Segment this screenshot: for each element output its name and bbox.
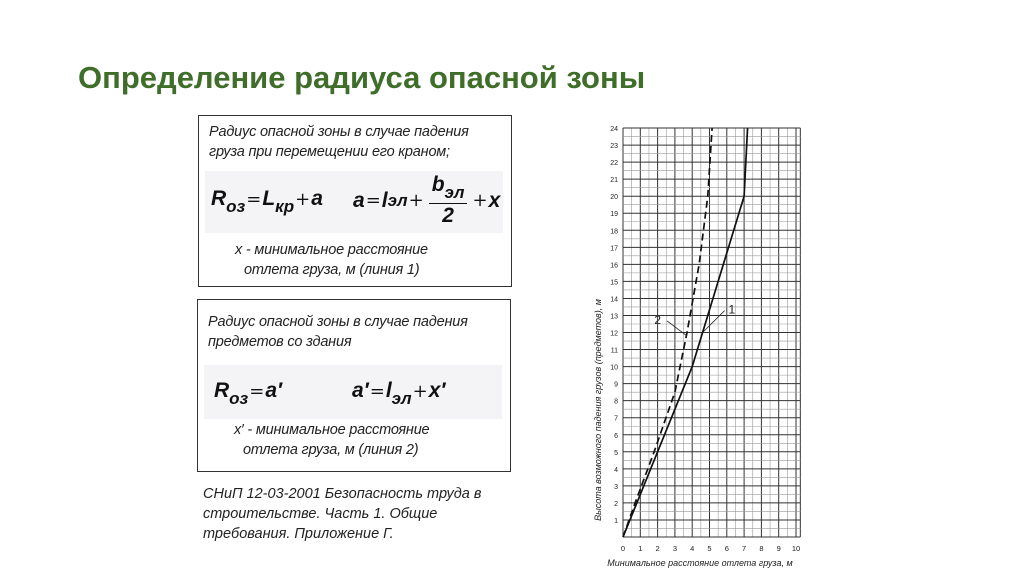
- chart-grid: [623, 128, 800, 537]
- y-tick-label: 14: [610, 296, 618, 304]
- x-tick-label: 8: [759, 544, 764, 553]
- formula-r-oz-2: $R_{оз}=a'$: [214, 379, 283, 408]
- box2-text-line2: предметов со здания: [208, 334, 352, 350]
- x-tick-label: 9: [776, 544, 781, 553]
- y-tick-label: 18: [610, 228, 618, 236]
- source-note: СНиП 12-03-2001 Безопасность труда в строительстве. Часть 1. Общие требования. Приложение Г.: [203, 486, 482, 542]
- box2-text-line1: Радиус опасной зоны в случае падения: [208, 314, 468, 330]
- y-tick-label: 17: [610, 245, 618, 253]
- y-tick-label: 24: [610, 126, 618, 134]
- y-tick-label: 23: [610, 143, 618, 151]
- y-tick-label: 5: [614, 449, 618, 457]
- y-tick-label: 4: [614, 466, 618, 474]
- y-tick-label: 9: [614, 381, 618, 389]
- slide-title: Определение радиуса опасной зоны: [78, 60, 646, 95]
- x-tick-label: 1: [638, 544, 643, 553]
- chart-ticks: [610, 126, 800, 553]
- formula-a-prime: $a'=l_{эл}+x'$: [352, 379, 446, 408]
- box1-note-line2: отлета груза, м (линия 1): [244, 262, 420, 278]
- x-tick-label: 7: [742, 544, 747, 553]
- formula-r-oz: $R_{оз}=L_{кр}+a$: [211, 187, 323, 216]
- y-tick-label: 3: [614, 483, 618, 491]
- formula-a: a = l эл + $\frac{b_{эл}}{2}$ + x: [353, 173, 501, 227]
- annotation-label-1: 1: [728, 302, 736, 317]
- y-tick-label: 20: [610, 194, 618, 202]
- y-axis-label: Высота возможного падения грузов (предметов), м: [593, 299, 603, 521]
- y-tick-label: 16: [610, 262, 618, 270]
- x-tick-label: 0: [620, 544, 626, 553]
- y-tick-label: 2: [614, 500, 618, 508]
- y-tick-label: 22: [610, 160, 618, 168]
- box1-note-line1: x - минимальное расстояние: [235, 242, 428, 258]
- annotation-leader: [667, 321, 687, 336]
- y-tick-label: 12: [610, 330, 618, 338]
- x-tick-label: 10: [791, 544, 801, 553]
- annotation-label-2: 2: [654, 312, 662, 327]
- x-axis-label: Минимальное расстояние отлета груза, м: [607, 558, 793, 568]
- y-tick-label: 8: [614, 398, 618, 406]
- y-tick-label: 21: [610, 177, 618, 185]
- x-tick-label: 6: [724, 544, 729, 553]
- y-tick-label: 1: [614, 517, 618, 525]
- box1-text-line1: Радиус опасной зоны в случае падения: [209, 124, 469, 140]
- box1-text-line2: груза при перемещении его краном;: [209, 144, 450, 160]
- y-tick-label: 15: [610, 279, 618, 287]
- box2-note-line2: отлета груза, м (линия 2): [243, 442, 419, 458]
- y-tick-label: 13: [610, 313, 618, 321]
- y-tick-label: 6: [614, 432, 618, 440]
- box2-note-line1: x′ - минимальное расстояние: [234, 422, 430, 438]
- x-tick-label: 2: [655, 544, 660, 553]
- y-tick-label: 10: [610, 364, 618, 372]
- x-tick-label: 5: [707, 544, 712, 553]
- x-tick-label: 4: [690, 544, 695, 553]
- y-tick-label: 11: [610, 347, 618, 355]
- x-tick-label: 3: [672, 544, 677, 553]
- y-tick-label: 19: [610, 211, 618, 219]
- y-tick-label: 7: [614, 415, 618, 423]
